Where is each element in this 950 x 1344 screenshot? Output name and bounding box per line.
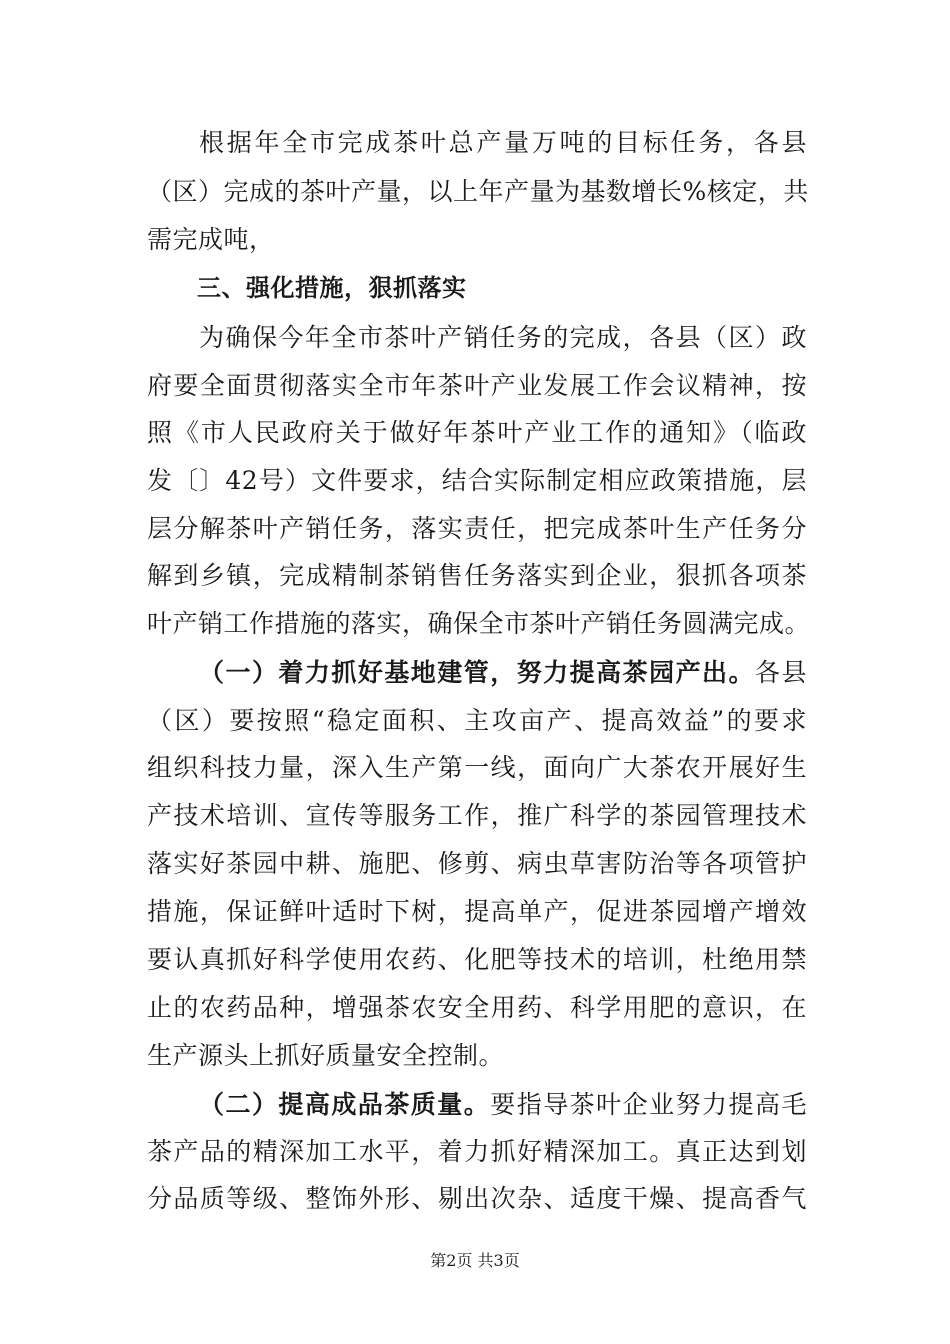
paragraph-2-line-2: 府要全面贯彻落实全市年茶叶产业发展工作会议精神，按 xyxy=(147,371,807,400)
paragraph-4-line-3: 分品质等级、整饰外形、剔出次杂、适度干燥、提高香气 xyxy=(147,1184,807,1213)
paragraph-3-line-3: 组织科技力量，深入生产第一线，面向广大茶农开展好生 xyxy=(147,753,807,782)
paragraph-4-line-2: 茶产品的精深加工水平，着力抓好精深加工。真正达到划 xyxy=(147,1137,807,1166)
paragraph-3-line-8: 止的农药品种，增强茶农安全用药、科学用肥的意识，在 xyxy=(147,993,807,1022)
paragraph-3-line-5: 落实好茶园中耕、施肥、修剪、病虫草害防治等各项管护 xyxy=(147,849,807,878)
paragraph-3-line-4: 产技术培训、宣传等服务工作，推广科学的茶园管理技术 xyxy=(147,801,807,830)
paragraph-3-bold-lead: （一）着力抓好基地建管，努力提高茶园产出。 xyxy=(199,658,755,687)
paragraph-3-line-6: 措施，保证鲜叶适时下树，提高单产，促进茶园增产增效 xyxy=(147,897,807,926)
page-number-footer: 第2页 共3页 xyxy=(430,1251,520,1270)
section-heading: 三、强化措施，狠抓落实 xyxy=(197,274,467,302)
paragraph-2-line-1: 为确保今年全市茶叶产销任务的完成，各县（区）政 xyxy=(199,323,807,352)
paragraph-3-line-9: 生产源头上抓好质量安全控制。 xyxy=(147,1041,505,1070)
paragraph-1-line-2: （区）完成的茶叶产量，以上年产量为基数增长%核定，共 xyxy=(147,177,809,206)
paragraph-2-line-4: 发〔〕42号）文件要求，结合实际制定相应政策措施，层 xyxy=(147,466,807,495)
paragraph-3-line-1 xyxy=(147,658,807,688)
paragraph-1-line-3: 需完成吨， xyxy=(147,225,275,254)
paragraph-3-line-7: 要认真抓好科学使用农药、化肥等技术的培训，杜绝用禁 xyxy=(147,945,807,974)
paragraph-3-line-1-rest: 各县 xyxy=(755,658,807,687)
paragraph-2-line-6: 解到乡镇，完成精制茶销售任务落实到企业，狠抓各项茶 xyxy=(147,561,807,590)
paragraph-3-line-2: （区）要按照“稳定面积、主攻亩产、提高效益”的要求 xyxy=(147,706,807,735)
paragraph-4-line-1 xyxy=(147,1090,807,1120)
paragraph-2-line-7: 叶产销工作措施的落实，确保全市茶叶产销任务圆满完成。 xyxy=(147,609,811,638)
paragraph-2-line-3: 照《市人民政府关于做好年茶叶产业工作的通知》（临政 xyxy=(147,418,807,447)
paragraph-4-bold-lead: （二）提高成品茶质量。 xyxy=(199,1090,491,1119)
paragraph-1-line-1: 根据年全市完成茶叶总产量万吨的目标任务，各县 xyxy=(199,128,807,157)
paragraph-2-line-5: 层分解茶叶产销任务，落实责任，把完成茶叶生产任务分 xyxy=(147,514,807,543)
paragraph-4-line-1-rest: 要指导茶叶企业努力提高毛 xyxy=(490,1090,807,1119)
